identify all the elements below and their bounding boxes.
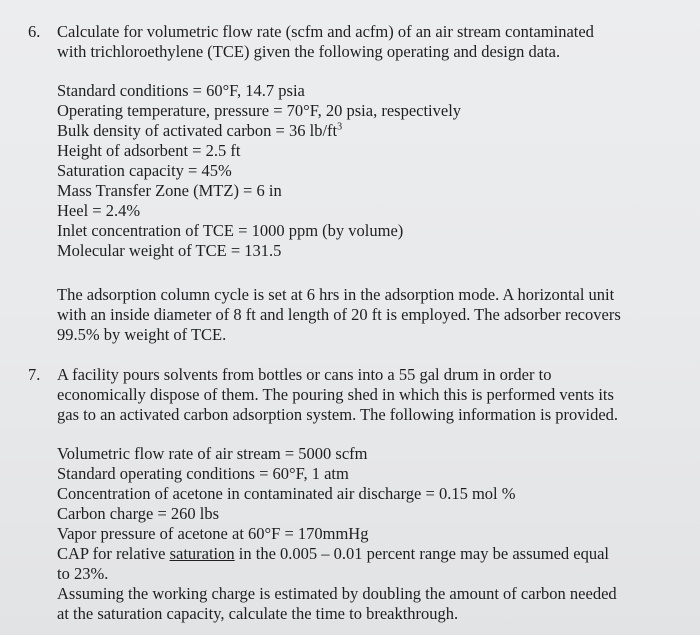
density-exponent: 3: [337, 121, 343, 133]
intro-line: with trichloroethylene (TCE) given the following operating and design data.: [57, 42, 561, 61]
data-line: Height of adsorbent = 2.5 ft: [57, 141, 241, 160]
data-line: Carbon charge = 260 lbs: [57, 504, 220, 523]
data-line: Saturation capacity = 45%: [57, 161, 232, 180]
problem-6-data-list: [57, 81, 677, 261]
data-line: Vapor pressure of acetone at 60°F = 170mmHg: [57, 524, 369, 543]
data-line-density: [57, 121, 677, 141]
cap-line-2: to 23%.: [57, 564, 109, 583]
problem-6-intro: [57, 22, 677, 62]
data-line: Concentration of acetone in contaminated air discharge = 0.15 mol %: [57, 484, 516, 503]
data-line: Heel = 2.4%: [57, 201, 141, 220]
cap-line: [57, 544, 677, 564]
problem-number: 6.: [28, 22, 41, 41]
intro-line: gas to an activated carbon adsorption system. The following information is provided.: [57, 405, 619, 424]
data-line: Volumetric flow rate of air stream = 5000 scfm: [57, 444, 368, 463]
intro-line: economically dispose of them. The pouring shed in which this is performed vents its: [57, 385, 614, 404]
intro-line: Calculate for volumetric flow rate (scfm and acfm) of an air stream contaminated: [57, 22, 594, 41]
data-line: Operating temperature, pressure = 70°F, 20 psia, respectively: [57, 101, 462, 120]
closing-line: at the saturation capacity, calculate the time to breakthrough.: [57, 604, 459, 623]
problem-7-data-list: [57, 444, 677, 624]
data-line: Inlet concentration of TCE = 1000 ppm (by volume): [57, 221, 404, 240]
cap-pre: CAP for relative: [57, 544, 170, 563]
data-line: Standard operating conditions = 60°F, 1 atm: [57, 464, 349, 483]
problem-7-intro: [57, 365, 677, 425]
closing-line: Assuming the working charge is estimated by doubling the amount of carbon needed: [57, 584, 617, 603]
problem-number: 7.: [28, 365, 41, 384]
intro-line: A facility pours solvents from bottles or cans into a 55 gal drum in order to: [57, 365, 552, 384]
data-line: Molecular weight of TCE = 131.5: [57, 241, 282, 260]
cap-post: in the 0.005 – 0.01 percent range may be assumed equal: [234, 544, 609, 563]
density-text: Bulk density of activated carbon = 36 lb/ft: [57, 121, 338, 140]
data-line: Mass Transfer Zone (MTZ) = 6 in: [57, 181, 282, 200]
data-line: Standard conditions = 60°F, 14.7 psia: [57, 81, 305, 100]
closing-line: with an inside diameter of 8 ft and length of 20 ft is employed. The adsorber recovers: [57, 305, 621, 324]
closing-line: The adsorption column cycle is set at 6 hrs in the adsorption mode. A horizontal unit: [57, 285, 615, 304]
closing-line: 99.5% by weight of TCE.: [57, 325, 227, 344]
problem-6-closing: [57, 285, 677, 345]
cap-underlined-word: saturation: [169, 544, 235, 563]
